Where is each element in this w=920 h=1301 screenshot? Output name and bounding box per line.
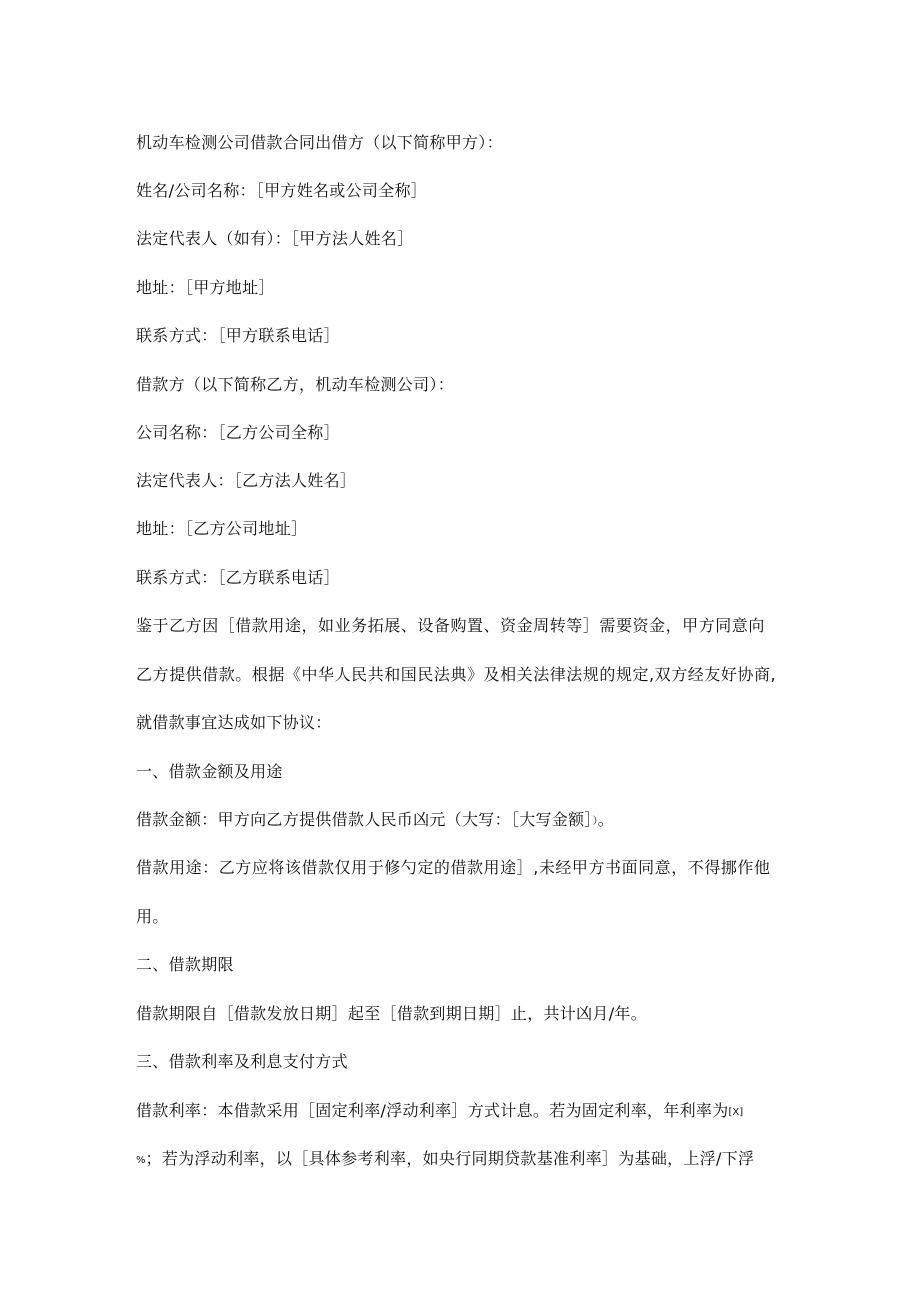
lender-address-line: 地址：［甲方地址］ — [136, 278, 275, 297]
section-1-heading: 一、借款金额及用途 — [136, 762, 283, 781]
section-2-heading: 二、借款期限 — [136, 955, 234, 974]
interest-rate-text: 借款利率：本借款采用［固定利率/浮动利率］方式计息。若为固定利率，年利率为 — [136, 1101, 729, 1120]
borrower-representative-line: 法定代表人：［乙方法人姓名］ — [136, 471, 357, 490]
lender-contact-line: 联系方式：［甲方联系电话］ — [136, 326, 340, 345]
section-3-heading: 三、借款利率及利息支付方式 — [136, 1052, 348, 1071]
preamble-line-3: 就借款事宜达成如下协议： — [136, 713, 332, 732]
loan-purpose-line-1: 借款用途：乙方应将该借款仅用于修勺定的借款用途］,未经甲方书面同意，不得挪作他 — [136, 858, 771, 877]
loan-amount-close-mark: ） — [592, 816, 598, 827]
lender-representative-line: 法定代表人（如有）：［甲方法人姓名］ — [136, 229, 414, 248]
loan-term-line: 借款期限自［借款发放日期］起至［借款到期日期］止，共计凶月/年。 — [136, 1004, 647, 1023]
rate-percent-mark: % — [136, 1155, 146, 1166]
rate-value-mark: [X] — [728, 1107, 744, 1118]
loan-purpose-line-2: 用。 — [136, 907, 169, 926]
borrower-contact-line: 联系方式：［乙方联系电话］ — [136, 568, 340, 587]
borrower-company-line: 公司名称：［乙方公司全称］ — [136, 423, 340, 442]
contract-title-line: 机动车检测公司借款合同出借方（以下简称甲方）： — [136, 133, 503, 152]
borrower-address-line: 地址：［乙方公司地址］ — [136, 519, 308, 538]
preamble-line-1: 鉴于乙方因［借款用途，如业务拓展、设备购置、资金周转等］需要资金，甲方同意向 — [136, 616, 765, 635]
interest-rate-line-1 — [136, 1100, 743, 1124]
floating-rate-text: ；若为浮动利率，以［具体参考利率，如央行同期贷款基准利率］为基础，上浮/下浮 — [145, 1149, 755, 1168]
preamble-line-2: 乙方提供借款。根据《中华人民共和国民法典》及相关法律法规的规定,双方经友好协商, — [136, 665, 777, 684]
borrower-heading-line: 借款方（以下简称乙方，机动车检测公司）： — [136, 375, 455, 394]
lender-name-line: 姓名/公司名称：［甲方姓名或公司全称］ — [136, 181, 428, 200]
interest-rate-line-2 — [136, 1148, 754, 1172]
loan-amount-end-mark: 。 — [597, 810, 615, 829]
loan-amount-text: 借款金额：甲方向乙方提供借款人民币凶元（大写：［大写金额］ — [136, 810, 593, 829]
loan-amount-line — [136, 809, 614, 833]
